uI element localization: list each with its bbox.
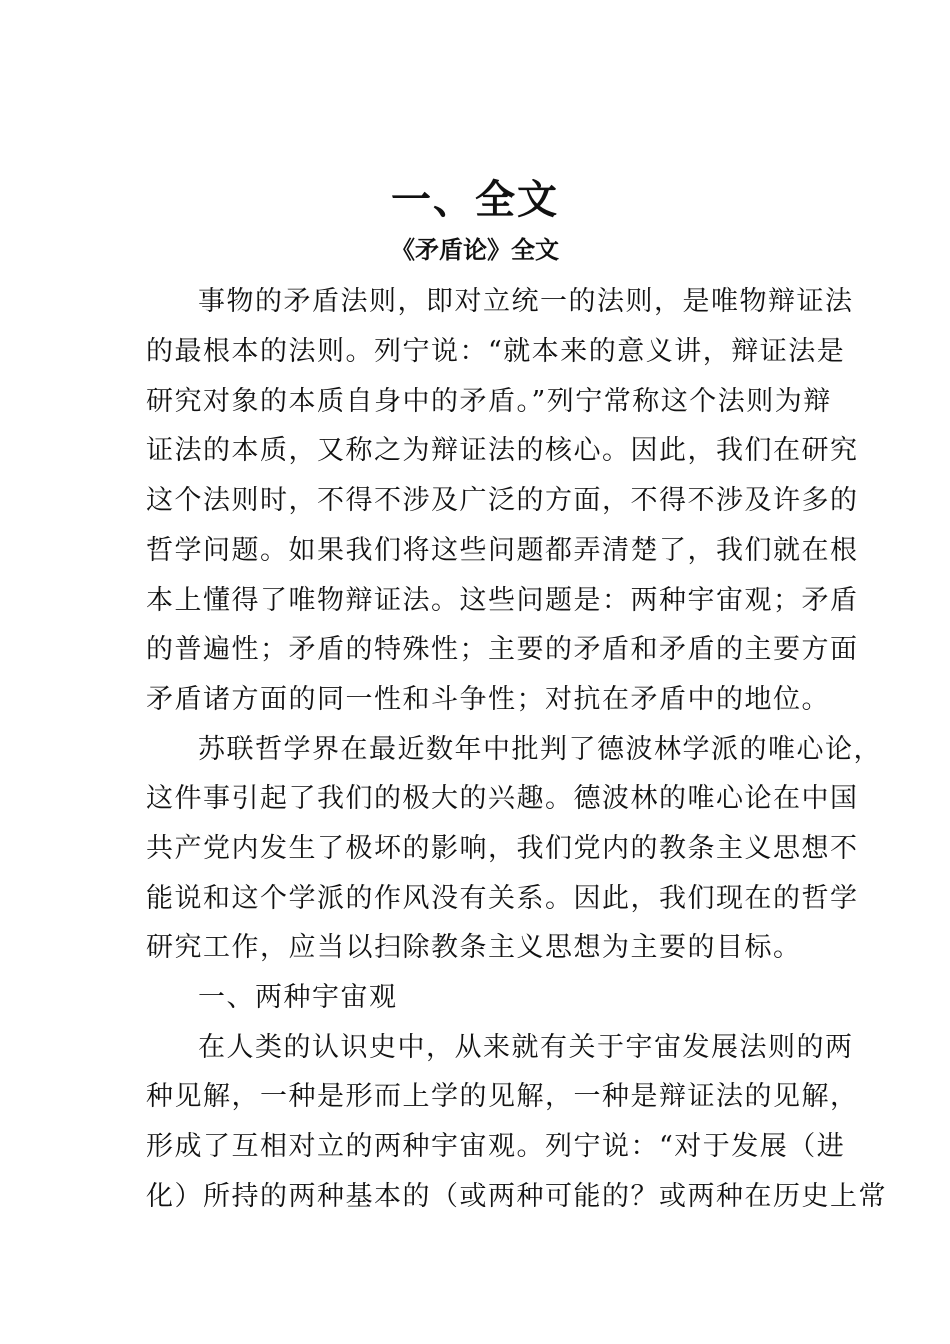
- text-line: 这件事引起了我们的极大的兴趣。德波林的唯心论在中国: [146, 783, 859, 814]
- text-line: 研究对象的本质自身中的矛盾。”列宁常称这个法则为辩: [146, 386, 832, 417]
- text-line: 证法的本质，又称之为辩证法的核心。因此，我们在研究: [146, 435, 859, 466]
- text-line: 本上懂得了唯物辩证法。这些问题是：两种宇宙观；矛盾: [146, 585, 859, 616]
- text-line: 种见解，一种是形而上学的见解，一种是辩证法的见解，: [146, 1081, 859, 1112]
- text-line: 哲学问题。如果我们将这些问题都弄清楚了，我们就在根: [146, 535, 859, 566]
- text-line: 的普遍性；矛盾的特殊性；主要的矛盾和矛盾的主要方面: [146, 634, 859, 665]
- text-line: 矛盾诸方面的同一性和斗争性；对抗在矛盾中的地位。: [146, 684, 830, 715]
- text-line: 在人类的认识史中，从来就有关于宇宙发展法则的两: [198, 1032, 854, 1063]
- text-line: 研究工作，应当以扫除教条主义思想为主要的目标。: [146, 932, 802, 963]
- section-heading: 一、两种宇宙观: [198, 982, 398, 1013]
- text-line: 事物的矛盾法则，即对立统一的法则，是唯物辩证法: [198, 286, 854, 317]
- text-line: 化）所持的两种基本的（或两种可能的？或两种在历史上常: [146, 1181, 887, 1212]
- text-line: 能说和这个学派的作风没有关系。因此，我们现在的哲学: [146, 883, 859, 914]
- document-subtitle: 《矛盾论》全文: [391, 236, 559, 264]
- text-line: 的最根本的法则。列宁说：“就本来的意义讲，辩证法是: [146, 336, 846, 367]
- text-line: 这个法则时，不得不涉及广泛的方面，不得不涉及许多的: [146, 485, 859, 516]
- text-line: 共产党内发生了极坏的影响，我们党内的教条主义思想不: [146, 833, 859, 864]
- text-line: 形成了互相对立的两种宇宙观。列宁说：“对于发展（进: [146, 1131, 846, 1162]
- page-title: 一、全文: [391, 176, 559, 223]
- text-line: 苏联哲学界在最近数年中批判了德波林学派的唯心论，: [198, 734, 882, 765]
